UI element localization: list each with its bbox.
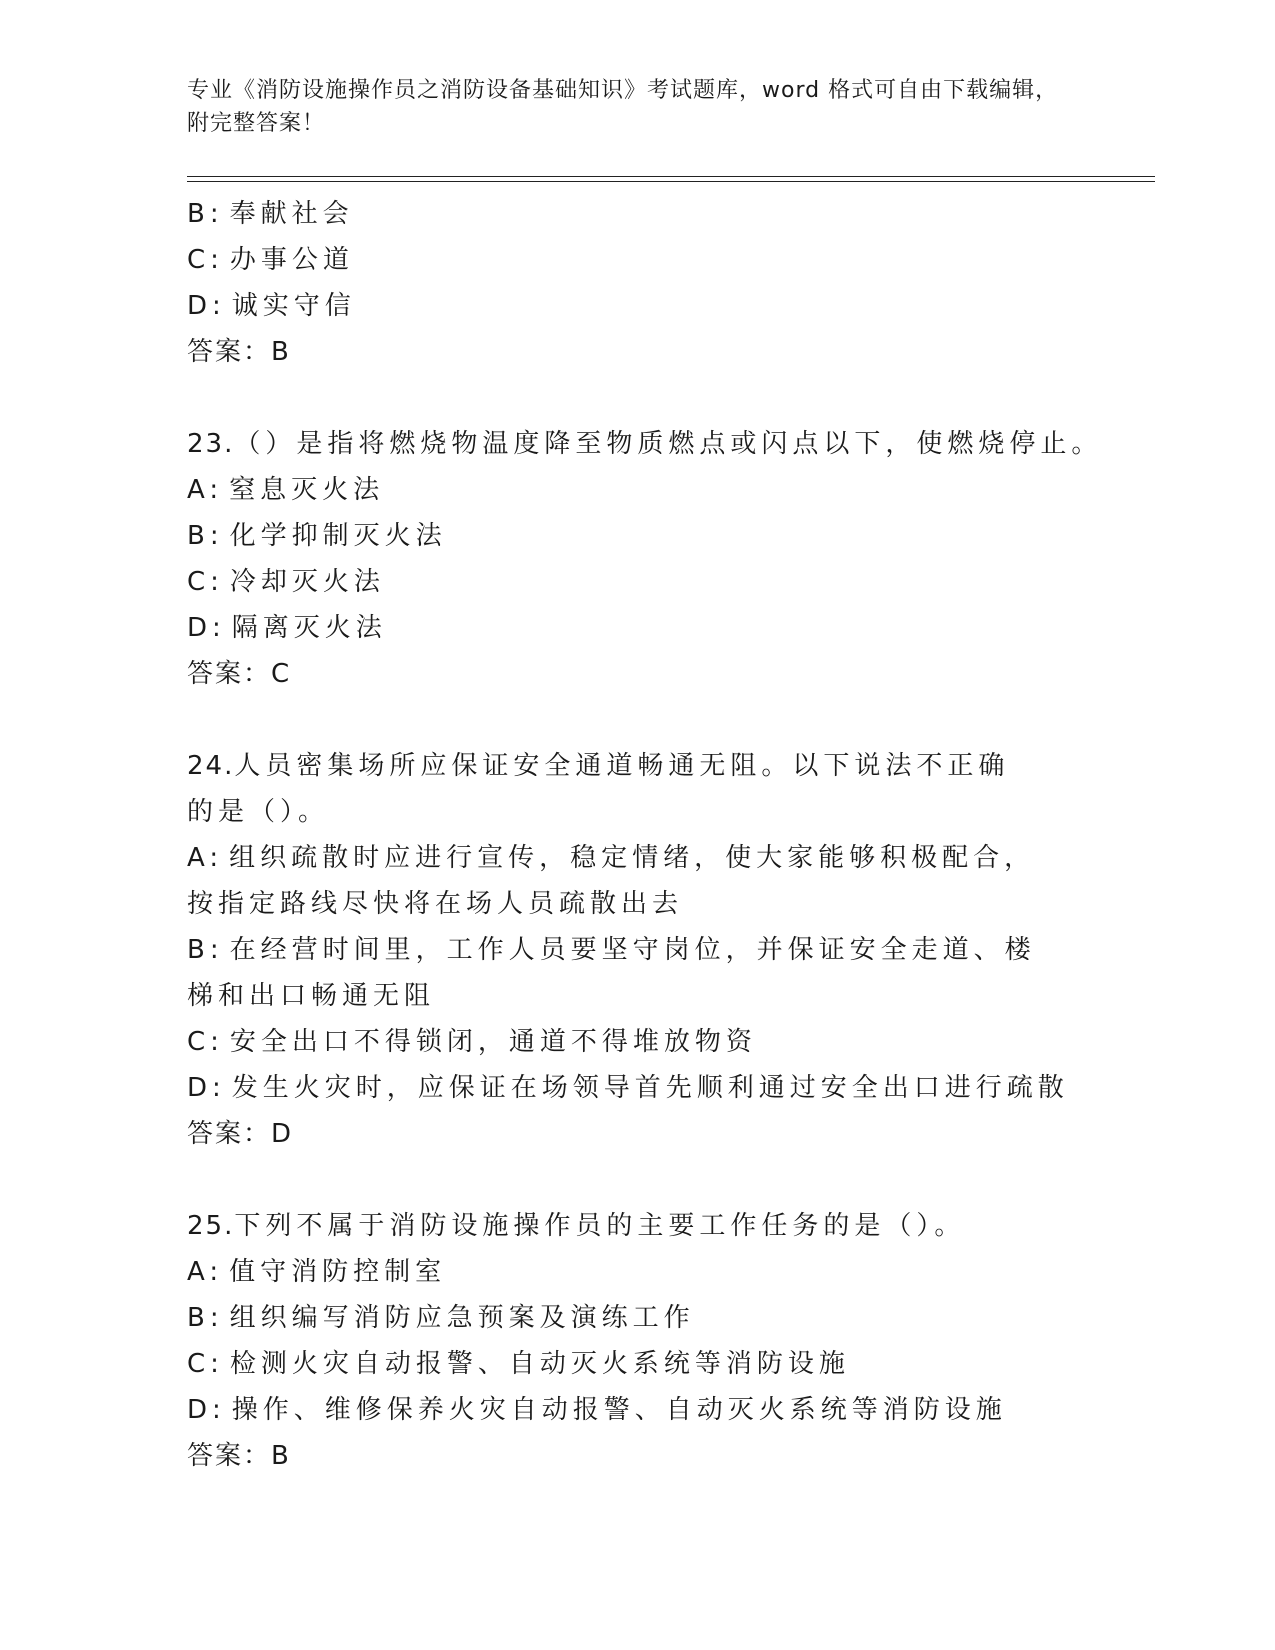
- question-23: [187, 421, 1103, 697]
- question-stem: [187, 743, 1037, 835]
- option-key: C:: [187, 1027, 224, 1057]
- option-line: [187, 1065, 1087, 1111]
- option-line: [187, 191, 1087, 237]
- option-key: D:: [187, 1073, 226, 1103]
- option-text: 安全出口不得锁闭，通道不得堆放物资: [229, 1027, 757, 1057]
- option-text: 窒息灭火法: [229, 475, 385, 505]
- question-content: [187, 191, 1103, 1479]
- question-text: 下列不属于消防设施操作员的主要工作任务的是（）。: [234, 1211, 966, 1241]
- answer-value: B: [271, 1441, 291, 1471]
- option-text: 组织编写消防应急预案及演练工作: [229, 1303, 695, 1333]
- header-rule-top: [187, 176, 1155, 177]
- question-stem: [187, 421, 1103, 467]
- answer-line: [187, 651, 1087, 697]
- option-text: 发生火灾时，应保证在场领导首先顺利通过安全出口进行疏散: [231, 1073, 1069, 1103]
- option-line: [187, 1019, 1087, 1065]
- prev-question-tail: [187, 191, 1087, 375]
- option-key: A:: [187, 475, 224, 505]
- spacer: [187, 1157, 1087, 1203]
- option-line: [187, 1295, 1087, 1341]
- option-text: 办事公道: [229, 245, 354, 275]
- option-text: 在经营时间里，工作人员要坚守岗位，并保证安全走道、楼梯和出口畅通无阻: [187, 935, 1036, 1011]
- option-text: 操作、维修保养火灾自动报警、自动灭火系统等消防设施: [231, 1395, 1007, 1425]
- answer-line: [187, 329, 1087, 375]
- option-text: 检测火灾自动报警、自动灭火系统等消防设施: [229, 1349, 850, 1379]
- question-24: [187, 743, 1087, 1157]
- answer-line: [187, 1111, 1087, 1157]
- answer-label: 答案：: [187, 1441, 272, 1471]
- option-text: 奉献社会: [229, 199, 354, 229]
- option-text: 值守消防控制室: [229, 1257, 447, 1287]
- answer-label: 答案：: [187, 337, 272, 367]
- option-text: 组织疏散时应进行宣传，稳定情绪，使大家能够积极配合，按指定路线尽快将在场人员疏散出去: [187, 843, 1036, 919]
- answer-value: B: [271, 337, 291, 367]
- option-key: B:: [187, 521, 224, 551]
- question-25: [187, 1203, 1087, 1479]
- question-text: （）是指将燃烧物温度降至物质燃点或闪点以下，使燃烧停止。: [234, 429, 1103, 459]
- option-line: [187, 283, 1087, 329]
- option-key: D:: [187, 291, 226, 321]
- option-key: D:: [187, 1395, 226, 1425]
- option-key: B:: [187, 1303, 224, 1333]
- answer-value: D: [271, 1119, 294, 1149]
- option-text: 隔离灭火法: [231, 613, 387, 643]
- option-key: C:: [187, 1349, 224, 1379]
- answer-value: C: [271, 659, 292, 689]
- option-line: [187, 1249, 1087, 1295]
- question-text: 人员密集场所应保证安全通道畅通无阻。以下说法不正确的是（）。: [187, 751, 1010, 827]
- question-number: 25.: [187, 1211, 235, 1241]
- option-line: [187, 467, 1087, 513]
- document-header: [187, 74, 1067, 140]
- option-line: [187, 605, 1087, 651]
- option-line: [187, 559, 1087, 605]
- option-line: [187, 1387, 1087, 1433]
- option-text: 冷却灭火法: [229, 567, 385, 597]
- answer-line: [187, 1433, 1087, 1479]
- answer-label: 答案：: [187, 659, 272, 689]
- option-line: [187, 237, 1087, 283]
- option-line: [187, 1341, 1087, 1387]
- option-key: C:: [187, 245, 224, 275]
- option-key: A:: [187, 1257, 224, 1287]
- option-text: 化学抑制灭火法: [229, 521, 447, 551]
- header-rule-bottom: [187, 181, 1155, 182]
- option-key: B:: [187, 935, 224, 965]
- option-key: C:: [187, 567, 224, 597]
- spacer: [187, 697, 1087, 743]
- option-line: [187, 927, 1042, 1019]
- question-number: 23.: [187, 429, 235, 459]
- option-key: B:: [187, 199, 224, 229]
- spacer: [187, 375, 1087, 421]
- question-number: 24.: [187, 751, 235, 781]
- answer-label: 答案：: [187, 1119, 272, 1149]
- option-key: A:: [187, 843, 224, 873]
- question-stem: [187, 1203, 1087, 1249]
- option-line: [187, 513, 1087, 559]
- option-line: [187, 835, 1042, 927]
- option-text: 诚实守信: [231, 291, 356, 321]
- header-text: 专业《消防设施操作员之消防设备基础知识》考试题库，word 格式可自由下载编辑，附完整答案！: [187, 78, 1059, 136]
- option-key: D:: [187, 613, 226, 643]
